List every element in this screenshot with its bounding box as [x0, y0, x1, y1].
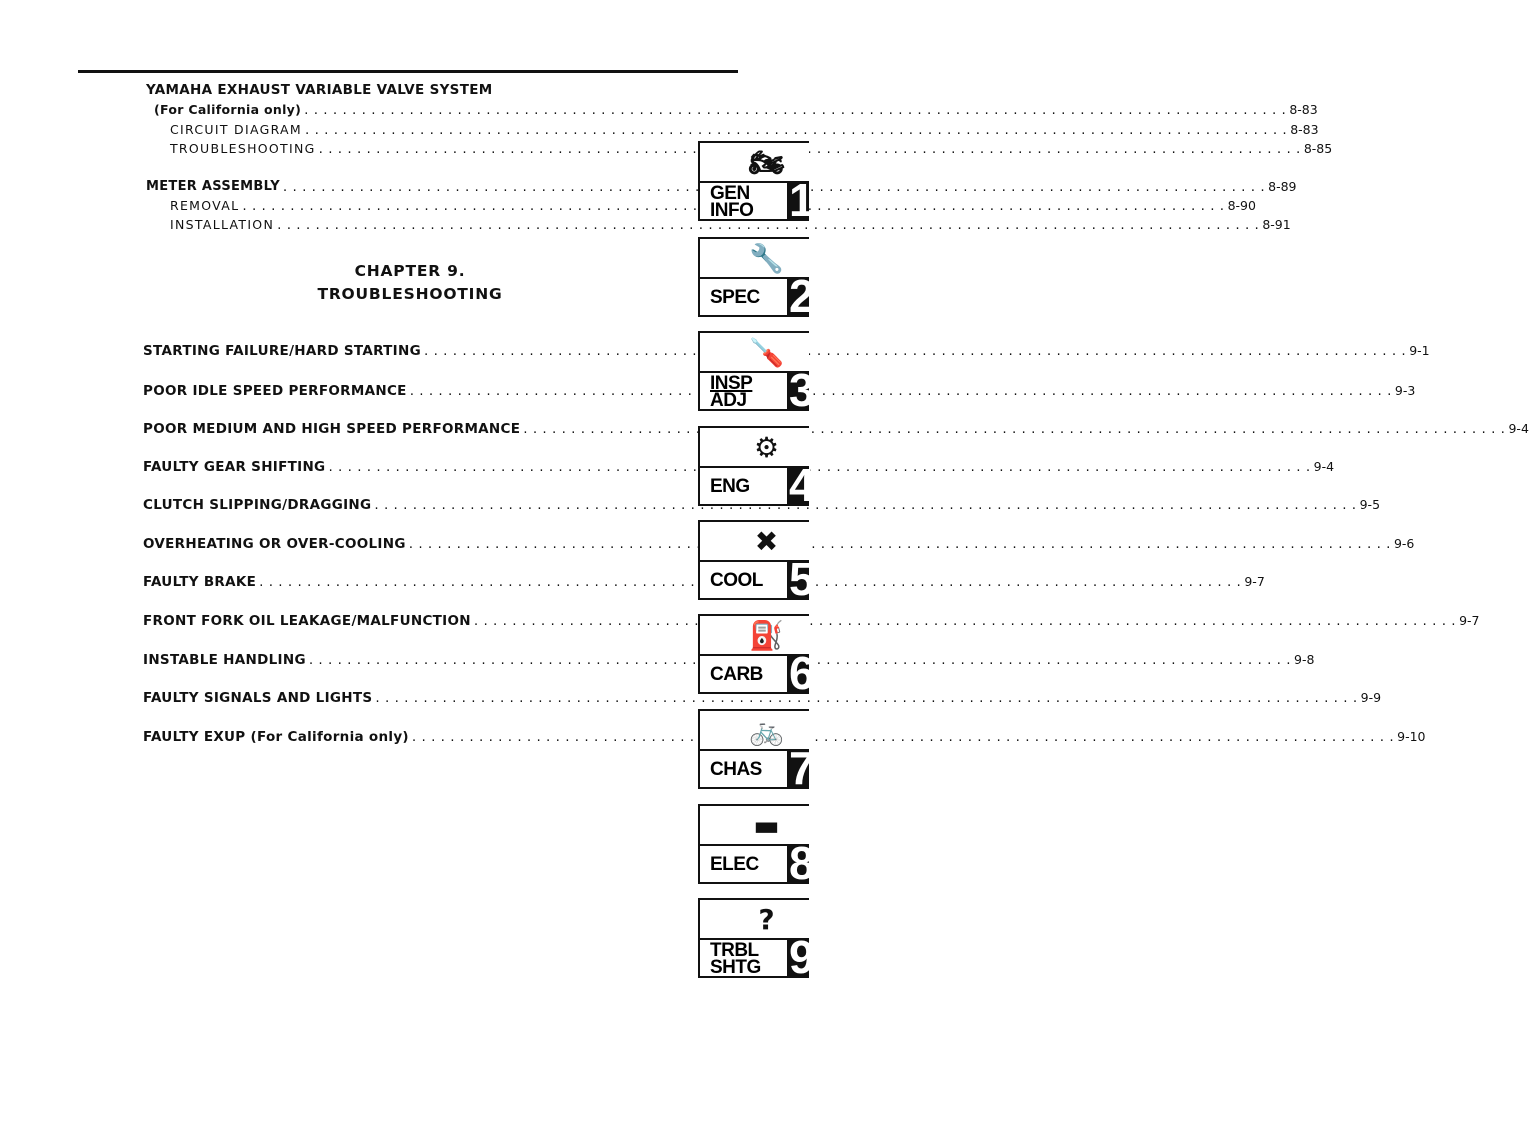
question-mark-icon: ? [758, 902, 775, 936]
toc-entry-label: POOR IDLE SPEED PERFORMANCE [143, 383, 407, 399]
chapter-tab-9[interactable] [698, 898, 815, 983]
chapter-tab-6[interactable] [698, 614, 815, 699]
tab-number: 1 [789, 174, 815, 226]
tab-label: SPEC [710, 287, 760, 308]
tab-number: 6 [789, 647, 815, 699]
toc-entry-page: 9-5 [1359, 497, 1381, 512]
carburetor-icon: ⛽ [749, 618, 784, 652]
tab-label: ENG [710, 476, 750, 497]
toc-entry-label: STARTING FAILURE/HARD STARTING [143, 343, 421, 359]
tab-label: ELEC [710, 854, 759, 875]
toc-exup-troubleshooting[interactable]: TROUBLESHOOTING . . . 8-85 [170, 141, 674, 157]
toc-entry-label: CLUTCH SLIPPING/DRAGGING [143, 497, 372, 513]
tab-number: 2 [789, 270, 815, 322]
toc-entry-label: FAULTY GEAR SHIFTING [143, 459, 326, 475]
tab-label: TRBL SHTG [710, 940, 761, 978]
toc-entry[interactable] [143, 497, 1381, 513]
chapter-number: CHAPTER 9. [354, 262, 466, 280]
toc-entry[interactable] [143, 613, 1480, 629]
toc-entry-page: 9-9 [1360, 690, 1382, 705]
toc-entry-page: 9-1 [1409, 343, 1430, 358]
toc-entry[interactable] [143, 536, 1415, 552]
tab-number: 8 [789, 837, 815, 889]
tab-number: 7 [789, 742, 815, 794]
toc-entry-page: 9-4 [1313, 459, 1335, 474]
tab-number: 4 [789, 459, 815, 511]
toc-entry-page: 9-3 [1394, 383, 1416, 398]
toc-meter-installation[interactable]: INSTALLATION . . . 8-91 [170, 217, 674, 233]
toc-entry[interactable] [143, 690, 1382, 706]
toc-meter-assembly[interactable]: METER ASSEMBLY . . . 8-89 [146, 179, 674, 195]
toc-entry-label: FAULTY BRAKE [143, 574, 257, 590]
toc-entry-label: FRONT FORK OIL LEAKAGE/MALFUNCTION [143, 613, 471, 629]
tab-label: CHAS [710, 759, 762, 780]
toc-entry-label: OVERHEATING OR OVER-COOLING [143, 536, 406, 552]
toc-exup-title: YAMAHA EXHAUST VARIABLE VALVE SYSTEM [146, 82, 493, 98]
toc-exup-subtitle[interactable]: (For California only) . . . 8-83 [154, 102, 674, 118]
tab-number: 9 [789, 931, 815, 983]
toc-entry[interactable] [143, 459, 1335, 475]
tab-label: INSP ADJ [710, 373, 753, 411]
tab-number: 3 [789, 364, 815, 416]
bicycle-icon: 🚲 [749, 713, 784, 747]
motorcycle-icon: 🏍 [748, 145, 785, 179]
toc-entry-label: POOR MEDIUM AND HIGH SPEED PERFORMANCE [143, 421, 521, 437]
tab-label: CARB [710, 664, 763, 685]
toc-entry[interactable] [143, 729, 1426, 745]
tab-label: COOL [710, 570, 763, 591]
fan-icon: ✖ [754, 524, 779, 558]
chapter-tab-7[interactable] [698, 709, 815, 794]
chapter-title: TROUBLESHOOTING [317, 285, 503, 303]
chapter-tab-5[interactable] [698, 520, 815, 605]
battery-icon: ▬ [753, 808, 780, 842]
toc-entry-page: 9-7 [1459, 613, 1480, 628]
toc-entry[interactable] [143, 383, 1416, 399]
toc-entry[interactable] [143, 652, 1315, 668]
chapter-tab-8[interactable] [698, 804, 815, 889]
toc-entry-label: FAULTY EXUP (For California only) [143, 729, 409, 745]
screwdriver-icon: 🪛 [749, 335, 784, 369]
chapter-tab-2[interactable] [698, 237, 815, 322]
tab-label: GEN INFO [710, 183, 754, 221]
wrench-gauge-icon: 🔧 [749, 241, 784, 275]
toc-entry[interactable] [143, 343, 1430, 359]
toc-entry-page: 9-6 [1393, 536, 1415, 551]
spark-plug-icon: ⚙ [753, 430, 780, 464]
tab-number: 5 [789, 553, 815, 605]
toc-entry-label: FAULTY SIGNALS AND LIGHTS [143, 690, 373, 706]
toc-entry-page: 9-10 [1397, 729, 1426, 744]
toc-meter-removal[interactable]: REMOVAL . . . 8-90 [170, 198, 674, 214]
toc-entry-page: 9-8 [1294, 652, 1315, 667]
chapter-tab-1[interactable] [698, 141, 815, 226]
chapter-tab-3[interactable] [698, 331, 815, 416]
toc-entry-label: INSTABLE HANDLING [143, 652, 306, 668]
top-rule [78, 70, 738, 73]
toc-entry-page: 9-7 [1244, 574, 1265, 589]
chapter-tab-4[interactable] [698, 426, 815, 511]
toc-circuit-diagram[interactable]: CIRCUIT DIAGRAM . . . 8-83 [170, 122, 674, 138]
toc-entry-page: 9-4 [1508, 421, 1529, 436]
toc-entry[interactable] [143, 421, 1529, 437]
